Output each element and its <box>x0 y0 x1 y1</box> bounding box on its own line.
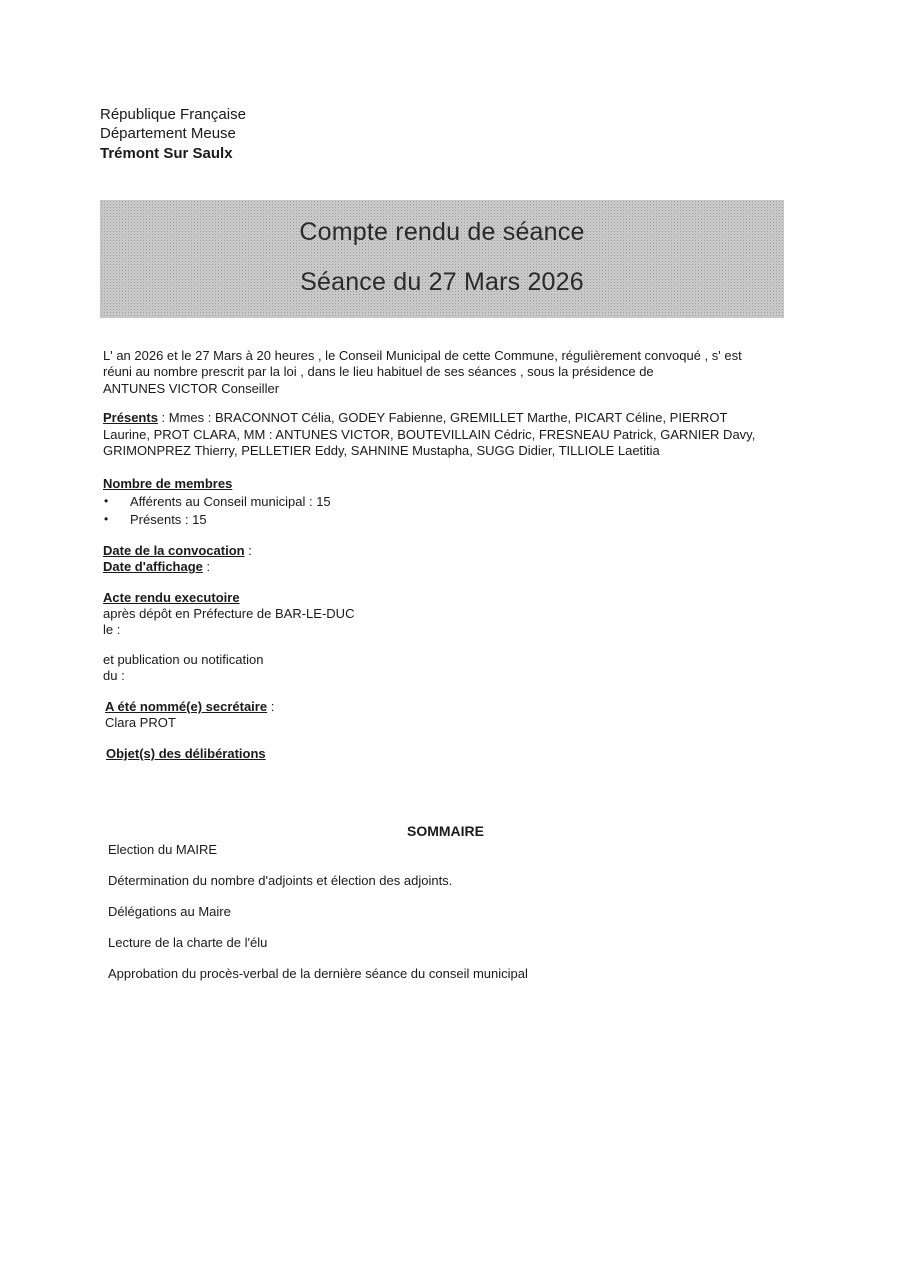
intro-line-3: ANTUNES VICTOR Conseiller <box>103 381 280 396</box>
members-presents: Présents : 15 <box>130 512 207 527</box>
presents-line-1 <box>103 410 727 427</box>
members-afferents: Afférents au Conseil municipal : 15 <box>130 494 331 509</box>
presents-text-1: : Mmes : BRACONNOT Célia, GODEY Fabienne, GREMILLET Marthe, PICART Céline, PIERROT <box>157 410 728 425</box>
sommaire-item: Délégations au Maire <box>108 904 231 919</box>
affichage-value: : <box>202 559 211 574</box>
sommaire-title: SOMMAIRE <box>407 823 484 839</box>
bullet-icon: • <box>104 512 109 526</box>
secretaire-label: A été nommé(e) secrétaire <box>105 699 268 714</box>
convocation-value: : <box>244 543 252 558</box>
secretaire-name: Clara PROT <box>105 715 176 730</box>
convocation-label: Date de la convocation <box>103 543 245 558</box>
sommaire-item: Lecture de la charte de l'élu <box>108 935 268 950</box>
presents-label: Présents <box>103 410 158 425</box>
intro-line-1: L' an 2026 et le 27 Mars à 20 heures , le Conseil Municipal de cette Commune, régulièrement convoqué , s' est <box>103 348 742 363</box>
affichage-line <box>103 559 210 576</box>
secretaire-suffix: : <box>267 699 275 714</box>
commune-name: Trémont Sur Saulx <box>100 145 233 162</box>
sommaire-item: Approbation du procès-verbal de la dernière séance du conseil municipal <box>108 966 528 981</box>
sommaire-item: Détermination du nombre d'adjoints et élection des adjoints. <box>108 873 453 888</box>
acte-label: Acte rendu executoire <box>103 590 240 605</box>
banner-subtitle: Séance du 27 Mars 2026 <box>300 268 584 296</box>
objets-label: Objet(s) des délibérations <box>106 746 266 761</box>
acte-line-2: le : <box>103 622 121 637</box>
convocation-line <box>103 543 252 560</box>
banner-title: Compte rendu de séance <box>299 218 585 246</box>
members-label: Nombre de membres <box>103 476 233 491</box>
acte-line-4: du : <box>103 668 125 683</box>
title-banner <box>100 200 784 318</box>
acte-line-1: après dépôt en Préfecture de BAR-LE-DUC <box>103 606 355 621</box>
acte-line-3: et publication ou notification <box>103 652 264 667</box>
intro-line-2: réuni au nombre prescrit par la loi , dans le lieu habituel de ses séances , sous la présidence de <box>103 364 654 379</box>
bullet-icon: • <box>104 494 109 508</box>
presents-line-2: Laurine, PROT CLARA, MM : ANTUNES VICTOR, BOUTEVILLAIN Cédric, FRESNEAU Patrick, GARNIER Davy, <box>103 427 756 442</box>
sommaire-item: Election du MAIRE <box>108 842 218 857</box>
presents-line-3: GRIMONPREZ Thierry, PELLETIER Eddy, SAHNINE Mustapha, SUGG Didier, TILLIOLE Laetitia <box>103 443 660 458</box>
secretaire-line <box>105 699 274 716</box>
department-line: Département Meuse <box>100 125 236 142</box>
affichage-label: Date d'affichage <box>103 559 203 574</box>
republic-line: République Française <box>100 106 246 123</box>
